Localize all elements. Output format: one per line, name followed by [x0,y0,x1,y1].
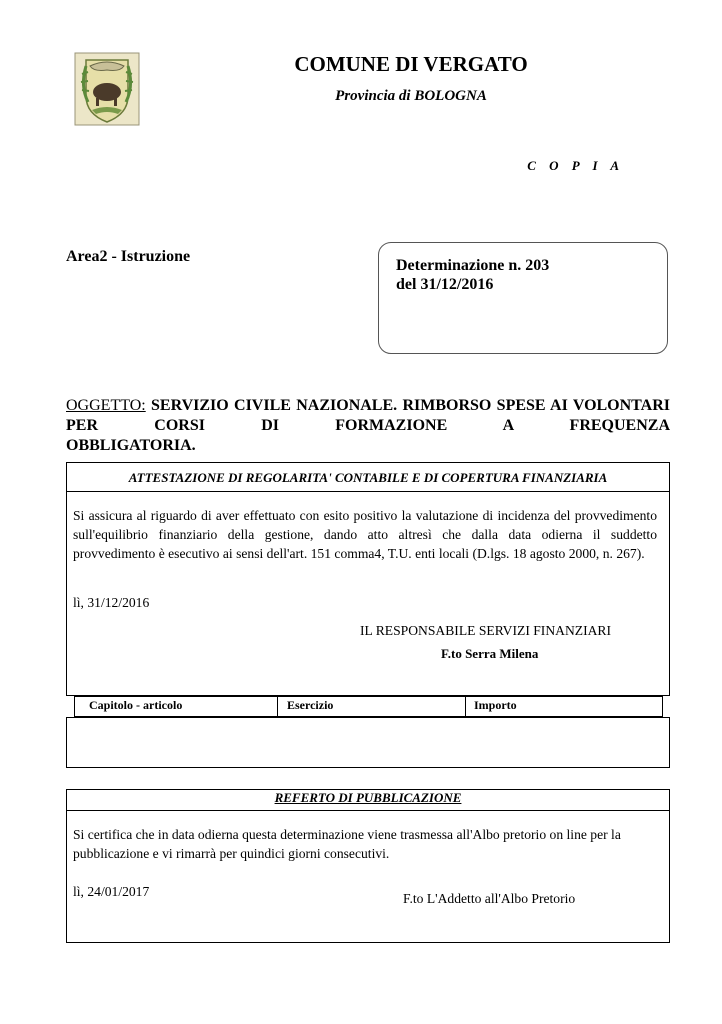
attestation-text: Si assicura al riguardo di aver effettuato con esito positivo la valutazione di incidenza del provvedimento sull'equilibrio finanziario della gestione, dando atto altresì che dalla data odierna il suddetto provvedimento è esecutivo ai sensi dell'art. 151 comma4, T.U. enti locali (D.lgs. 18 agosto 2000, n. 267). [73,508,657,561]
copy-mark: C O P I A [527,158,624,173]
subject-label: OGGETTO: [66,397,146,414]
attestation-divider [66,491,670,492]
subject-text: SERVIZIO CIVILE NAZIONALE. RIMBORSO SPESE AI VOLONTARI PER CORSI DI FORMAZIONE A FREQUENZA [66,397,670,434]
publication-text: Si certifica che in data odierna questa determinazione viene trasmessa all'Albo pretorio on line per la pubblicazione e vi rimarrà per quindici giorni consecutivi. [73,827,621,861]
responsible-name: F.to Serra Milena [441,646,539,661]
municipal-crest-icon [74,52,140,126]
province-subtitle: Provincia di BOLOGNA [335,88,487,104]
determinazione-date: del 31/12/2016 [396,276,494,293]
responsible-title: IL RESPONSABILE SERVIZI FINANZIARI [360,623,612,638]
budget-table-body [66,717,670,768]
municipality-title: COMUNE DI VERGATO [294,52,528,76]
determinazione-number: Determinazione n. 203 [396,257,550,274]
publication-box [66,789,670,943]
attestation-date: lì, 31/12/2016 [73,595,150,610]
subject-block [66,396,670,456]
publication-signature: F.to L'Addetto all'Albo Pretorio [403,891,576,906]
attestation-title: ATTESTAZIONE DI REGOLARITA' CONTABILE E DI COPERTURA FINANZIARIA [128,470,608,485]
column-header-capitolo: Capitolo - articolo [75,697,278,716]
publication-divider [66,810,670,811]
attestation-box [66,462,670,696]
area-label: Area2 - Istruzione [66,248,191,265]
column-header-importo: Importo [474,698,517,712]
budget-table-header [74,696,663,717]
publication-title: REFERTO DI PUBBLICAZIONE [274,790,462,805]
column-header-esercizio: Esercizio [278,697,466,716]
subject-text-end: OBBLIGATORIA. [66,437,196,454]
publication-date: lì, 24/01/2017 [73,884,150,899]
